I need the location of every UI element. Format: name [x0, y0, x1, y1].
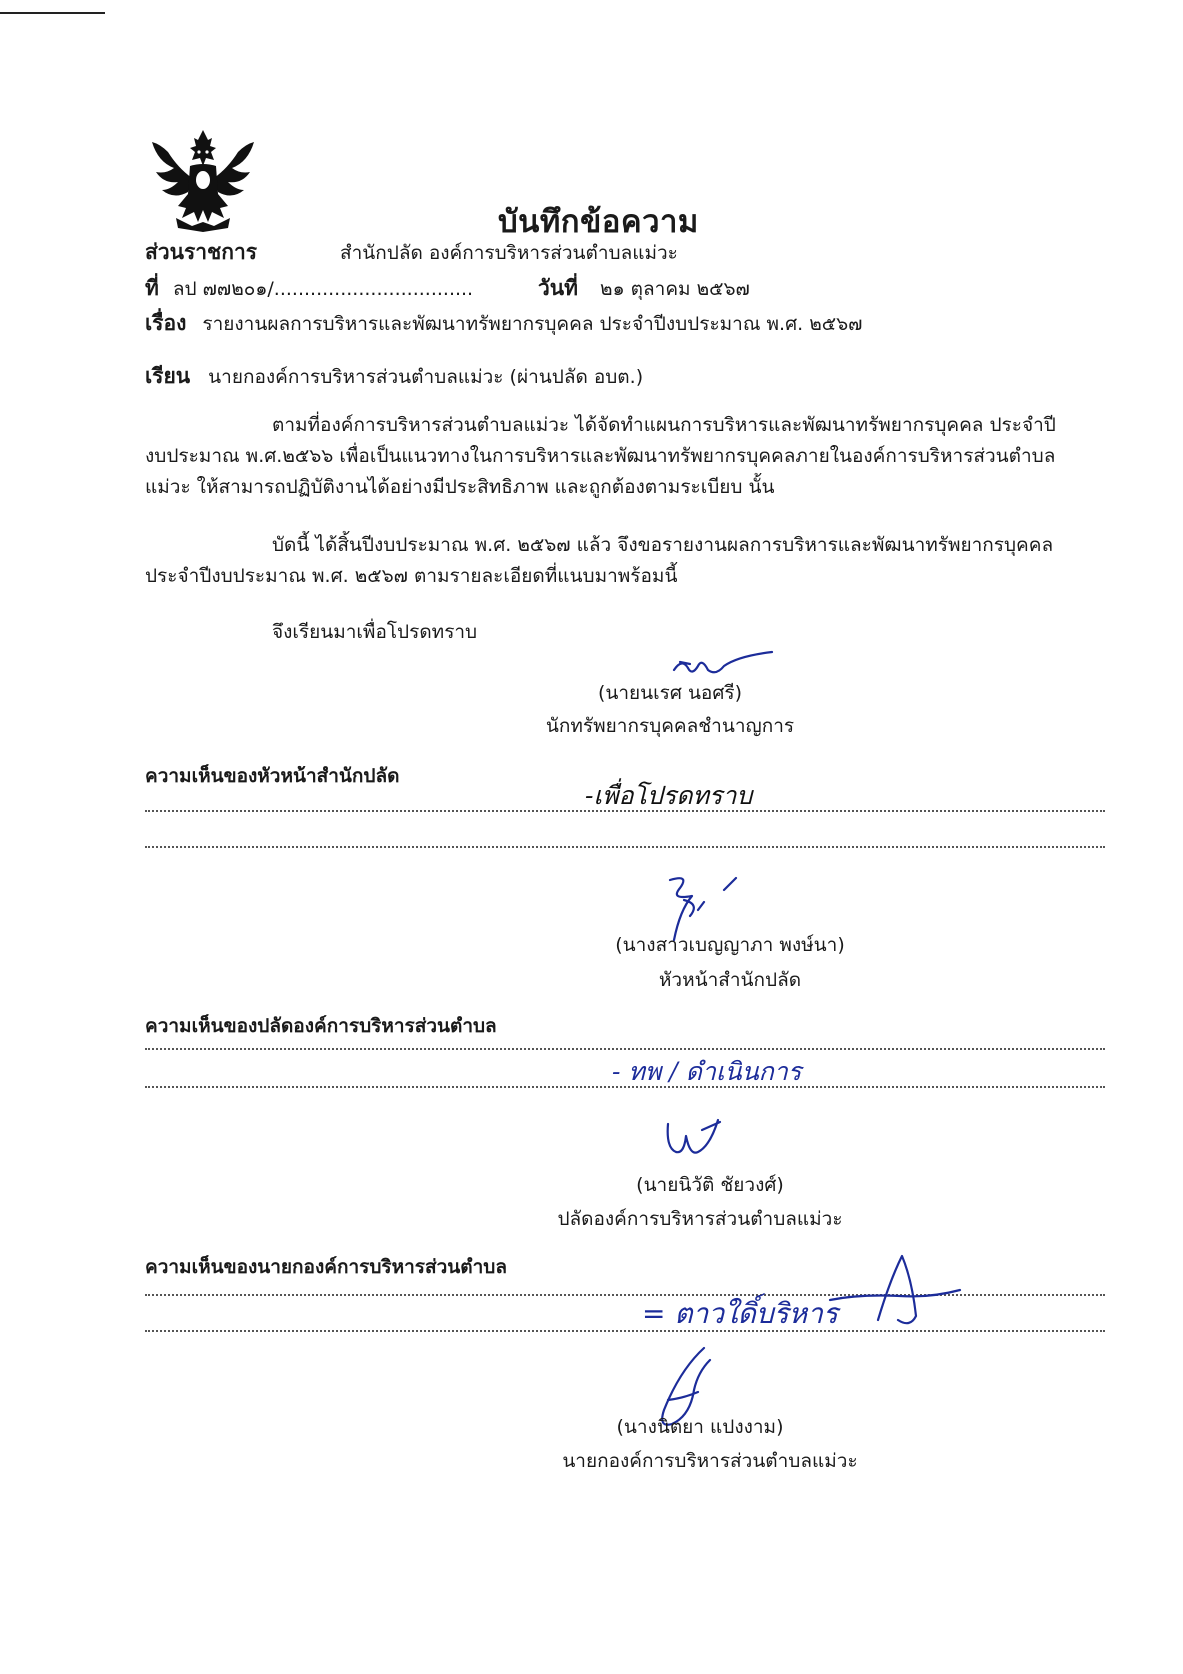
head-opinion-heading: ความเห็นของหัวหน้าสำนักปลัด — [145, 765, 400, 787]
author-name: (นายนเรศ นอศรี) — [597, 682, 743, 704]
reference-row — [145, 272, 473, 305]
agency-label: ส่วนราชการ — [145, 240, 258, 264]
memo-title: บันทึกข้อความ — [498, 204, 699, 240]
date-value: ๒๑ ตุลาคม ๒๕๖๗ — [600, 278, 750, 300]
paragraph-1-line-2: งบประมาณ พ.ศ.๒๕๖๖ เพื่อเป็นแนวทางในการบริหารและพัฒนาทรัพยากรบุคคลภายในองค์การบริหารส่วนตำบล — [145, 445, 1056, 467]
dotted-line — [145, 846, 1105, 848]
recipient-value: นายกองค์การบริหารส่วนตำบลแม่วะ (ผ่านปลัด อบต.) — [208, 366, 644, 388]
clerk-opinion-heading: ความเห็นของปลัดองค์การบริหารส่วนตำบล — [145, 1015, 497, 1037]
recipient-label: เรียน — [145, 364, 191, 388]
dotted-line — [145, 1048, 1105, 1050]
author-signature — [668, 646, 778, 682]
reference-value: ลป ๗๗๒๐๑/................................. — [172, 278, 474, 300]
dotted-line — [145, 810, 1105, 812]
paragraph-2-line-1: บัดนี้ ได้สิ้นปีงบประมาณ พ.ศ. ๒๕๖๗ แล้ว จึงขอรายงานผลการบริหารและพัฒนาทรัพยากรบุคคล — [272, 534, 1054, 556]
mayor-name: (นางนิตยา แปงงาม) — [616, 1416, 784, 1438]
agency-value: สำนักปลัด องค์การบริหารส่วนตำบลแม่วะ — [340, 242, 678, 264]
paragraph-1-line-1: ตามที่องค์การบริหารส่วนตำบลแม่วะ ได้จัดทำแผนการบริหารและพัฒนาทรัพยากรบุคคล ประจำปี — [272, 414, 1056, 436]
recipient-row — [145, 360, 643, 393]
mayor-opinion-heading: ความเห็นของนายกองค์การบริหารส่วนตำบล — [145, 1256, 507, 1278]
garuda-emblem-icon — [148, 122, 258, 234]
mayor-position: นายกองค์การบริหารส่วนตำบลแม่วะ — [562, 1450, 858, 1472]
dotted-line — [145, 1086, 1105, 1088]
date-label: วันที่ — [538, 276, 578, 300]
mayor-opinion-note: = ตาวใดิ์บริหาร — [642, 1297, 838, 1330]
head-name: (นางสาวเบญญาภา พงษ์นา) — [615, 934, 845, 956]
subject-label: เรื่อง — [145, 311, 187, 335]
subject-row — [145, 307, 862, 340]
subject-value: รายงานผลการบริหารและพัฒนาทรัพยากรบุคคล ประจำปีงบประมาณ พ.ศ. ๒๕๖๗ — [202, 313, 863, 335]
paragraph-1 — [145, 410, 1103, 503]
mayor-initials-mark — [820, 1250, 970, 1340]
reference-label: ที่ — [145, 276, 159, 300]
agency-row — [145, 236, 257, 269]
clerk-name: (นายนิวัติ ชัยวงศ์) — [636, 1174, 784, 1196]
date-row — [538, 272, 750, 305]
paragraph-2 — [145, 530, 1103, 592]
top-rule — [0, 12, 105, 14]
clerk-opinion-note: - ทพ / ดำเนินการ — [612, 1057, 802, 1086]
author-position: นักทรัพยากรบุคคลชำนาญการ — [545, 715, 795, 737]
clerk-signature — [662, 1112, 732, 1160]
head-opinion-note: -เพื่อโปรดทราบ — [585, 781, 753, 810]
closing-line: จึงเรียนมาเพื่อโปรดทราบ — [272, 621, 478, 643]
paragraph-1-line-3: แม่วะ ให้สามารถปฏิบัติงานได้อย่างมีประสิทธิภาพ และถูกต้องตามระเบียบ นั้น — [145, 476, 775, 498]
paragraph-2-line-2: ประจำปีงบประมาณ พ.ศ. ๒๕๖๗ ตามรายละเอียดที่แนบมาพร้อมนี้ — [145, 565, 678, 587]
clerk-position: ปลัดองค์การบริหารส่วนตำบลแม่วะ — [557, 1208, 843, 1230]
head-position: หัวหน้าสำนักปลัด — [658, 969, 802, 991]
